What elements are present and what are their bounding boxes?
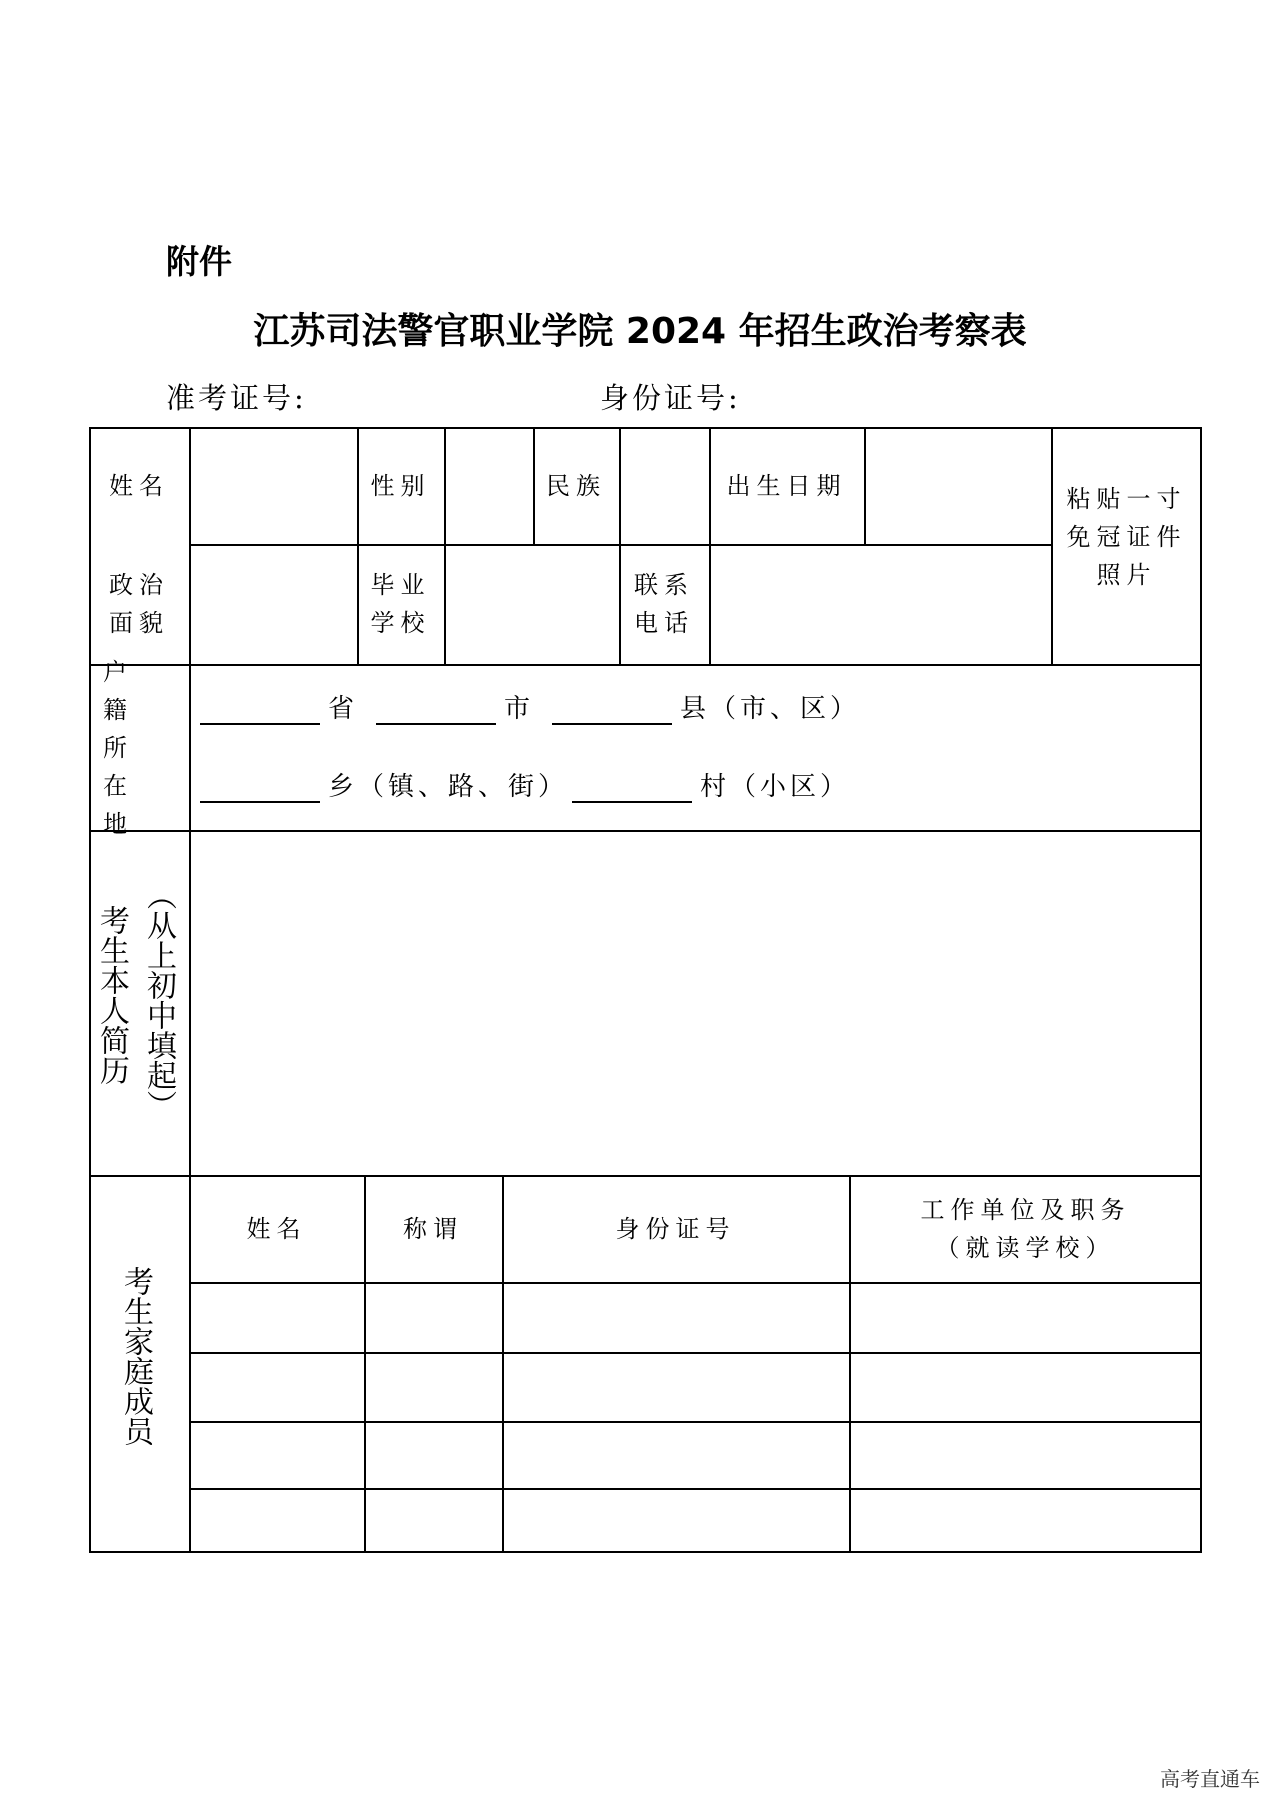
name-label: 姓名 (109, 471, 169, 500)
gender-label: 性别 (370, 471, 431, 500)
phone-line2: 电话 (634, 609, 694, 637)
family-work-field[interactable] (851, 1423, 1200, 1487)
family-header-work-line1: 工作单位及职务 (920, 1195, 1131, 1224)
family-name-field[interactable] (191, 1354, 363, 1420)
family-name-field[interactable] (191, 1490, 363, 1551)
county-suffix: 县（市、区） (680, 694, 861, 724)
resume-note: （从上初中填起） (141, 880, 176, 1120)
photo-label-line1: 粘贴一寸 (1066, 485, 1187, 513)
hukou-line-2 (200, 766, 850, 803)
birth-date-field[interactable] (866, 429, 1050, 543)
political-status-label (89, 544, 189, 664)
family-id-field[interactable] (504, 1354, 848, 1420)
exam-number-label: 准考证号: (166, 381, 307, 415)
family-relation-field[interactable] (366, 1354, 501, 1420)
hukou-label (89, 658, 189, 838)
province-suffix: 省 (328, 694, 359, 724)
photo-label-line2: 免冠证件 (1066, 523, 1187, 551)
id-number-label: 身份证号: (600, 381, 741, 415)
province-input[interactable] (200, 693, 320, 725)
family-header-work-line2: （就读学校） (935, 1233, 1116, 1262)
ethnicity-label: 民族 (546, 471, 606, 500)
political-status-line2: 面貌 (109, 609, 169, 637)
phone-label (619, 544, 709, 664)
phone-line1: 联系 (634, 571, 694, 599)
family-label: 考生家庭成员 (118, 1266, 153, 1446)
row-divider (89, 664, 1202, 666)
family-header-name: 姓名 (246, 1214, 307, 1243)
county-input[interactable] (552, 693, 672, 725)
name-field[interactable] (191, 429, 356, 543)
watermark: 高考直通车 (1160, 1767, 1260, 1791)
photo-label-line3: 照片 (1096, 561, 1157, 589)
city-suffix: 市 (504, 694, 535, 724)
photo-placeholder (1051, 480, 1202, 606)
political-status-line1: 政治 (109, 571, 169, 599)
birth-date-label: 出生日期 (726, 471, 847, 500)
village-input[interactable] (572, 771, 692, 803)
graduate-school-field[interactable] (446, 546, 618, 663)
family-work-field[interactable] (851, 1490, 1200, 1551)
phone-field[interactable] (711, 546, 1050, 663)
family-relation-field[interactable] (366, 1284, 501, 1351)
hukou-label-line2: 所 在 (103, 734, 145, 800)
family-relation-field[interactable] (366, 1423, 501, 1487)
attachment-label: 附件 (166, 242, 232, 281)
resume-label: 考生本人简历 (94, 905, 129, 1085)
town-input[interactable] (200, 771, 320, 803)
hukou-label-line1: 户 籍 (103, 658, 145, 724)
hukou-line-1 (200, 688, 860, 725)
family-name-field[interactable] (191, 1284, 363, 1351)
village-suffix: 村（小区） (700, 772, 851, 802)
page-title: 江苏司法警官职业学院 2024 年招生政治考察表 (253, 311, 1027, 352)
family-id-field[interactable] (504, 1490, 848, 1551)
family-id-field[interactable] (504, 1284, 848, 1351)
family-header-work (849, 1175, 1202, 1282)
family-header-id: 身份证号 (615, 1214, 736, 1243)
graduate-school-label (357, 544, 444, 664)
family-id-field[interactable] (504, 1423, 848, 1487)
family-work-field[interactable] (851, 1284, 1200, 1351)
city-input[interactable] (376, 693, 496, 725)
town-suffix: 乡（镇、路、街） (328, 772, 569, 802)
family-name-field[interactable] (191, 1423, 363, 1487)
resume-field[interactable] (191, 832, 1200, 1174)
graduate-school-line2: 学校 (370, 609, 431, 637)
family-work-field[interactable] (851, 1354, 1200, 1420)
family-relation-field[interactable] (366, 1490, 501, 1551)
ethnicity-field[interactable] (621, 429, 708, 543)
hukou-label-line3: 地 (103, 810, 133, 838)
family-header-relation: 称谓 (403, 1214, 463, 1243)
gender-field[interactable] (446, 429, 532, 543)
graduate-school-line1: 毕业 (370, 571, 431, 599)
political-status-field[interactable] (191, 546, 356, 663)
